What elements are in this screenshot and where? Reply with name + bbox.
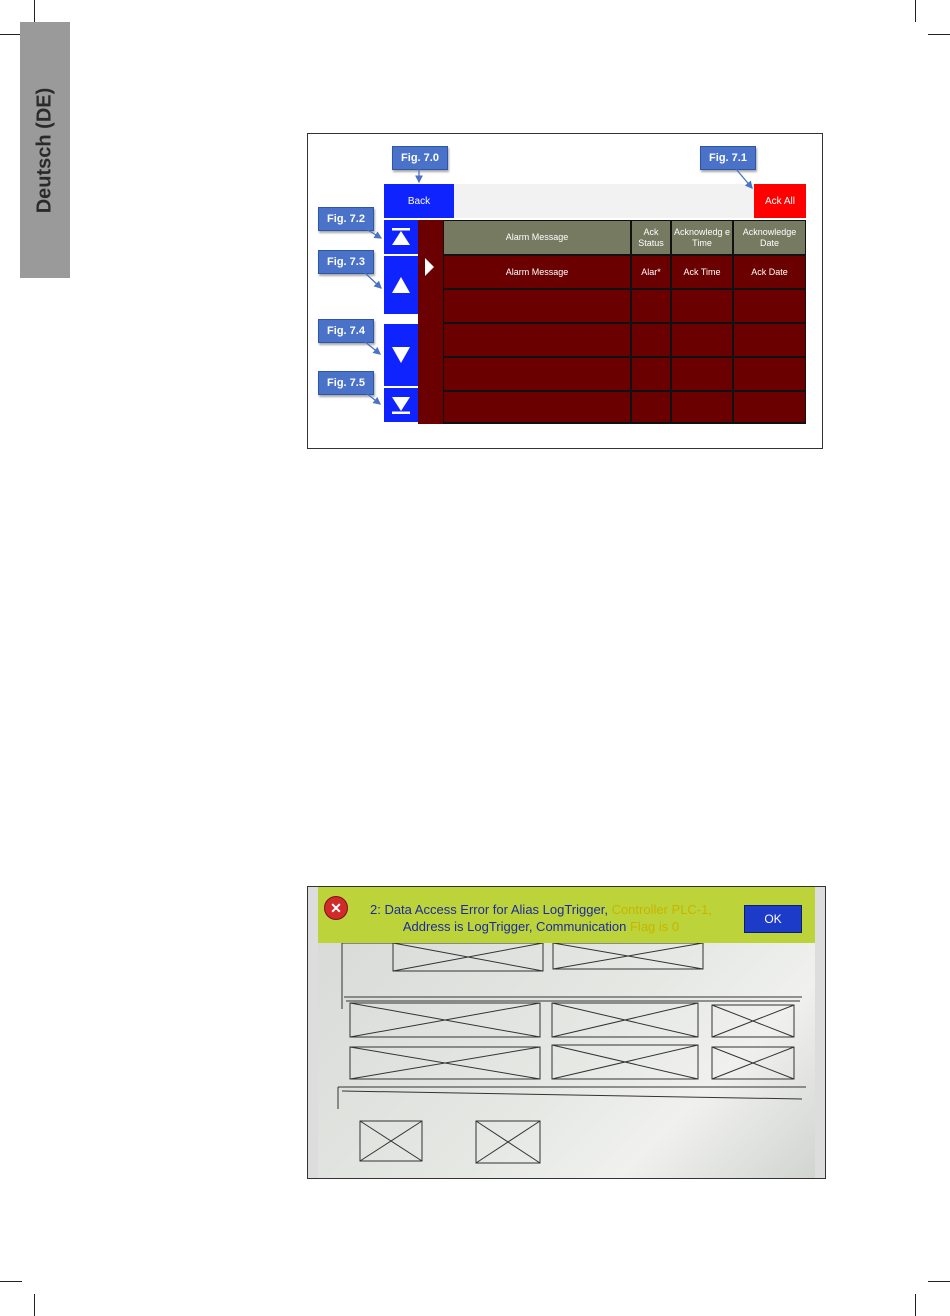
crop-mark [0, 34, 22, 35]
header-alarm-message: Alarm Message [444, 221, 630, 254]
error-text-part: 2: Data Access Error for Alias LogTrigger, [369, 902, 612, 917]
callout-fig-7-2: Fig. 7.2 [318, 207, 374, 231]
callout-fig-7-0: Fig. 7.0 [392, 146, 448, 170]
table-cell-ack-time[interactable]: Ack Time [672, 256, 732, 288]
error-screen-photo [307, 886, 826, 1179]
callout-fig-7-5: Fig. 7.5 [318, 371, 374, 395]
ack-all-button[interactable]: Ack All [754, 184, 806, 218]
back-button[interactable]: Back [384, 184, 454, 218]
header-ack-time: Acknowledg e Time [672, 221, 732, 254]
error-message [356, 901, 726, 935]
crop-mark [34, 1294, 35, 1316]
table-cell-ack-status[interactable]: Alar* [632, 256, 670, 288]
crop-mark [0, 1281, 22, 1282]
crop-mark [915, 1294, 916, 1316]
callout-leader-lines [308, 134, 822, 448]
error-text-part: Address is LogTrigger, Communication [402, 919, 630, 934]
error-text-part: Flag is 0 [629, 919, 680, 934]
header-ack-status: Ack Status [632, 221, 670, 254]
ok-button[interactable]: OK [744, 905, 802, 933]
error-text-part: Controller PLC-1, [611, 902, 712, 917]
crop-mark [915, 0, 916, 22]
alarm-screen-figure [307, 133, 823, 449]
language-label: Deutsch (DE) [33, 87, 56, 213]
crop-mark [928, 1281, 950, 1282]
header-ack-date: Acknowledge Date [734, 221, 805, 254]
callout-fig-7-1: Fig. 7.1 [700, 146, 756, 170]
table-cell-ack-date[interactable]: Ack Date [734, 256, 805, 288]
callout-fig-7-4: Fig. 7.4 [318, 319, 374, 343]
crop-mark [928, 34, 950, 35]
crop-mark [34, 0, 35, 22]
table-cell-alarm-message[interactable]: Alarm Message [444, 256, 630, 288]
callout-fig-7-3: Fig. 7.3 [318, 250, 374, 274]
language-side-tab [20, 22, 70, 278]
error-icon: ✕ [324, 896, 348, 920]
